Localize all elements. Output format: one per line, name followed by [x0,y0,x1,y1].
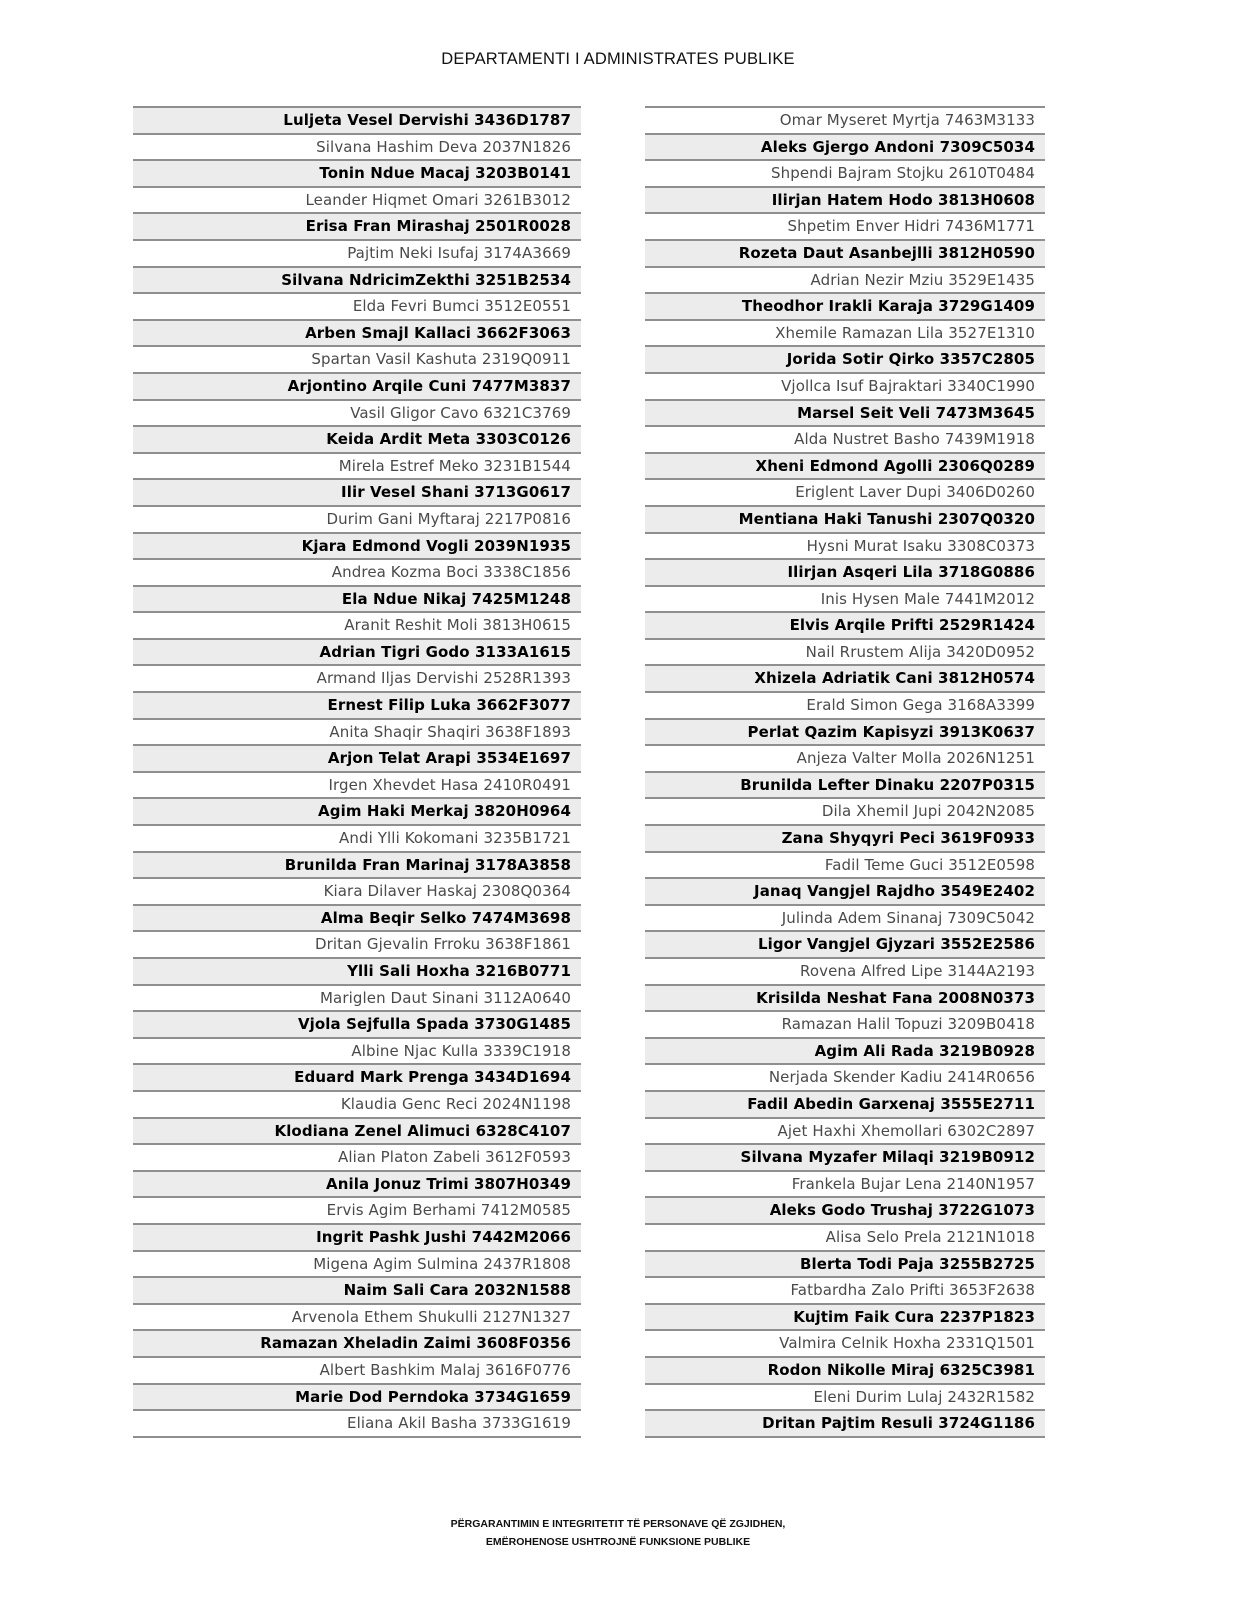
list-item: Aranit Reshit Moli 3813H0615 [133,613,581,640]
list-item: Leander Hiqmet Omari 3261B3012 [133,188,581,215]
list-item: Mentiana Haki Tanushi 2307Q0320 [645,507,1045,534]
list-item: Albine Njac Kulla 3339C1918 [133,1039,581,1066]
list-item: Xhemile Ramazan Lila 3527E1310 [645,321,1045,348]
list-item: Klodiana Zenel Alimuci 6328C4107 [133,1119,581,1146]
list-item: Albert Bashkim Malaj 3616F0776 [133,1358,581,1385]
list-item: Dritan Gjevalin Frroku 3638F1861 [133,932,581,959]
list-item: Shpetim Enver Hidri 7436M1771 [645,214,1045,241]
list-item: Ela Ndue Nikaj 7425M1248 [133,587,581,614]
list-item: Ilir Vesel Shani 3713G0617 [133,480,581,507]
list-item: Anita Shaqir Shaqiri 3638F1893 [133,720,581,747]
list-item: Spartan Vasil Kashuta 2319Q0911 [133,347,581,374]
list-item: Omar Myseret Myrtja 7463M3133 [645,108,1045,135]
list-item: Eriglent Laver Dupi 3406D0260 [645,480,1045,507]
list-item: Tonin Ndue Macaj 3203B0141 [133,161,581,188]
list-item: Arvenola Ethem Shukulli 2127N1327 [133,1305,581,1332]
list-item: Inis Hysen Male 7441M2012 [645,587,1045,614]
left-name-list [133,106,581,1438]
list-item: Ylli Sali Hoxha 3216B0771 [133,959,581,986]
list-item: Durim Gani Myftaraj 2217P0816 [133,507,581,534]
list-item: Alisa Selo Prela 2121N1018 [645,1225,1045,1252]
list-item: Anila Jonuz Trimi 3807H0349 [133,1172,581,1199]
list-item: Vjola Sejfulla Spada 3730G1485 [133,1012,581,1039]
list-item: Ajet Haxhi Xhemollari 6302C2897 [645,1119,1045,1146]
list-item: Elda Fevri Bumci 3512E0551 [133,294,581,321]
list-item: Keida Ardit Meta 3303C0126 [133,427,581,454]
list-item: Xhizela Adriatik Cani 3812H0574 [645,666,1045,693]
list-item: Erald Simon Gega 3168A3399 [645,693,1045,720]
list-item: Fadil Teme Guci 3512E0598 [645,853,1045,880]
list-item: Ernest Filip Luka 3662F3077 [133,693,581,720]
list-item: Ligor Vangjel Gjyzari 3552E2586 [645,932,1045,959]
list-item: Jorida Sotir Qirko 3357C2805 [645,347,1045,374]
list-item: Ilirjan Hatem Hodo 3813H0608 [645,188,1045,215]
list-item: Silvana Hashim Deva 2037N1826 [133,135,581,162]
list-item: Aleks Godo Trushaj 3722G1073 [645,1198,1045,1225]
list-item: Adrian Nezir Mziu 3529E1435 [645,268,1045,295]
list-item: Arben Smajl Kallaci 3662F3063 [133,321,581,348]
list-item: Valmira Celnik Hoxha 2331Q1501 [645,1331,1045,1358]
list-item: Alma Beqir Selko 7474M3698 [133,906,581,933]
list-item: Perlat Qazim Kapisyzi 3913K0637 [645,720,1045,747]
list-item: Mariglen Daut Sinani 3112A0640 [133,986,581,1013]
list-item: Eduard Mark Prenga 3434D1694 [133,1065,581,1092]
list-item: Aleks Gjergo Andoni 7309C5034 [645,135,1045,162]
list-item: Andi Ylli Kokomani 3235B1721 [133,826,581,853]
list-item: Arjon Telat Arapi 3534E1697 [133,746,581,773]
list-item: Armand Iljas Dervishi 2528R1393 [133,666,581,693]
list-item: Arjontino Arqile Cuni 7477M3837 [133,374,581,401]
list-item: Kujtim Faik Cura 2237P1823 [645,1305,1045,1332]
list-item: Agim Ali Rada 3219B0928 [645,1039,1045,1066]
list-item: Zana Shyqyri Peci 3619F0933 [645,826,1045,853]
list-item: Brunilda Lefter Dinaku 2207P0315 [645,773,1045,800]
list-item: Janaq Vangjel Rajdho 3549E2402 [645,879,1045,906]
list-item: Migena Agim Sulmina 2437R1808 [133,1252,581,1279]
list-item: Theodhor Irakli Karaja 3729G1409 [645,294,1045,321]
list-item: Blerta Todi Paja 3255B2725 [645,1252,1045,1279]
footer-line-1: PËRGARANTIMIN E INTEGRITETIT TË PERSONAVE QË ZGJIDHEN, [450,1518,786,1530]
page-footer [0,1515,1236,1551]
right-name-list [645,106,1045,1438]
list-item: Andrea Kozma Boci 3338C1856 [133,560,581,587]
list-item: Ingrit Pashk Jushi 7442M2066 [133,1225,581,1252]
list-item: Xheni Edmond Agolli 2306Q0289 [645,454,1045,481]
list-item: Irgen Xhevdet Hasa 2410R0491 [133,773,581,800]
list-item: Eliana Akil Basha 3733G1619 [133,1411,581,1438]
list-item: Mirela Estref Meko 3231B1544 [133,454,581,481]
list-item: Krisilda Neshat Fana 2008N0373 [645,986,1045,1013]
list-item: Nerjada Skender Kadiu 2414R0656 [645,1065,1045,1092]
list-item: Anjeza Valter Molla 2026N1251 [645,746,1045,773]
list-item: Ilirjan Asqeri Lila 3718G0886 [645,560,1045,587]
list-item: Rozeta Daut Asanbejlli 3812H0590 [645,241,1045,268]
list-item: Silvana NdricimZekthi 3251B2534 [133,268,581,295]
list-item: Shpendi Bajram Stojku 2610T0484 [645,161,1045,188]
list-item: Naim Sali Cara 2032N1588 [133,1278,581,1305]
list-item: Klaudia Genc Reci 2024N1198 [133,1092,581,1119]
list-item: Marsel Seit Veli 7473M3645 [645,401,1045,428]
list-item: Hysni Murat Isaku 3308C0373 [645,534,1045,561]
list-item: Vjollca Isuf Bajraktari 3340C1990 [645,374,1045,401]
list-item: Julinda Adem Sinanaj 7309C5042 [645,906,1045,933]
list-item: Kiara Dilaver Haskaj 2308Q0364 [133,879,581,906]
list-item: Erisa Fran Mirashaj 2501R0028 [133,214,581,241]
footer-line-2: EMËROHENOSE USHTROJNË FUNKSIONE PUBLIKE [485,1536,751,1548]
list-item: Fatbardha Zalo Prifti 3653F2638 [645,1278,1045,1305]
list-item: Rovena Alfred Lipe 3144A2193 [645,959,1045,986]
list-item: Silvana Myzafer Milaqi 3219B0912 [645,1145,1045,1172]
page-title: DEPARTAMENTI I ADMINISTRATES PUBLIKE [441,50,795,68]
list-item: Frankela Bujar Lena 2140N1957 [645,1172,1045,1199]
list-item: Brunilda Fran Marinaj 3178A3858 [133,853,581,880]
list-item: Ervis Agim Berhami 7412M0585 [133,1198,581,1225]
list-item: Kjara Edmond Vogli 2039N1935 [133,534,581,561]
list-item: Alda Nustret Basho 7439M1918 [645,427,1045,454]
list-item: Agim Haki Merkaj 3820H0964 [133,799,581,826]
list-item: Dritan Pajtim Resuli 3724G1186 [645,1411,1045,1438]
list-item: Pajtim Neki Isufaj 3174A3669 [133,241,581,268]
list-item: Ramazan Xheladin Zaimi 3608F0356 [133,1331,581,1358]
list-item: Marie Dod Perndoka 3734G1659 [133,1385,581,1412]
list-item: Eleni Durim Lulaj 2432R1582 [645,1385,1045,1412]
list-item: Ramazan Halil Topuzi 3209B0418 [645,1012,1045,1039]
list-item: Vasil Gligor Cavo 6321C3769 [133,401,581,428]
list-item: Luljeta Vesel Dervishi 3436D1787 [133,108,581,135]
list-item: Elvis Arqile Prifti 2529R1424 [645,613,1045,640]
list-item: Alian Platon Zabeli 3612F0593 [133,1145,581,1172]
list-item: Nail Rrustem Alija 3420D0952 [645,640,1045,667]
list-item: Fadil Abedin Garxenaj 3555E2711 [645,1092,1045,1119]
list-item: Rodon Nikolle Miraj 6325C3981 [645,1358,1045,1385]
list-item: Adrian Tigri Godo 3133A1615 [133,640,581,667]
list-item: Dila Xhemil Jupi 2042N2085 [645,799,1045,826]
